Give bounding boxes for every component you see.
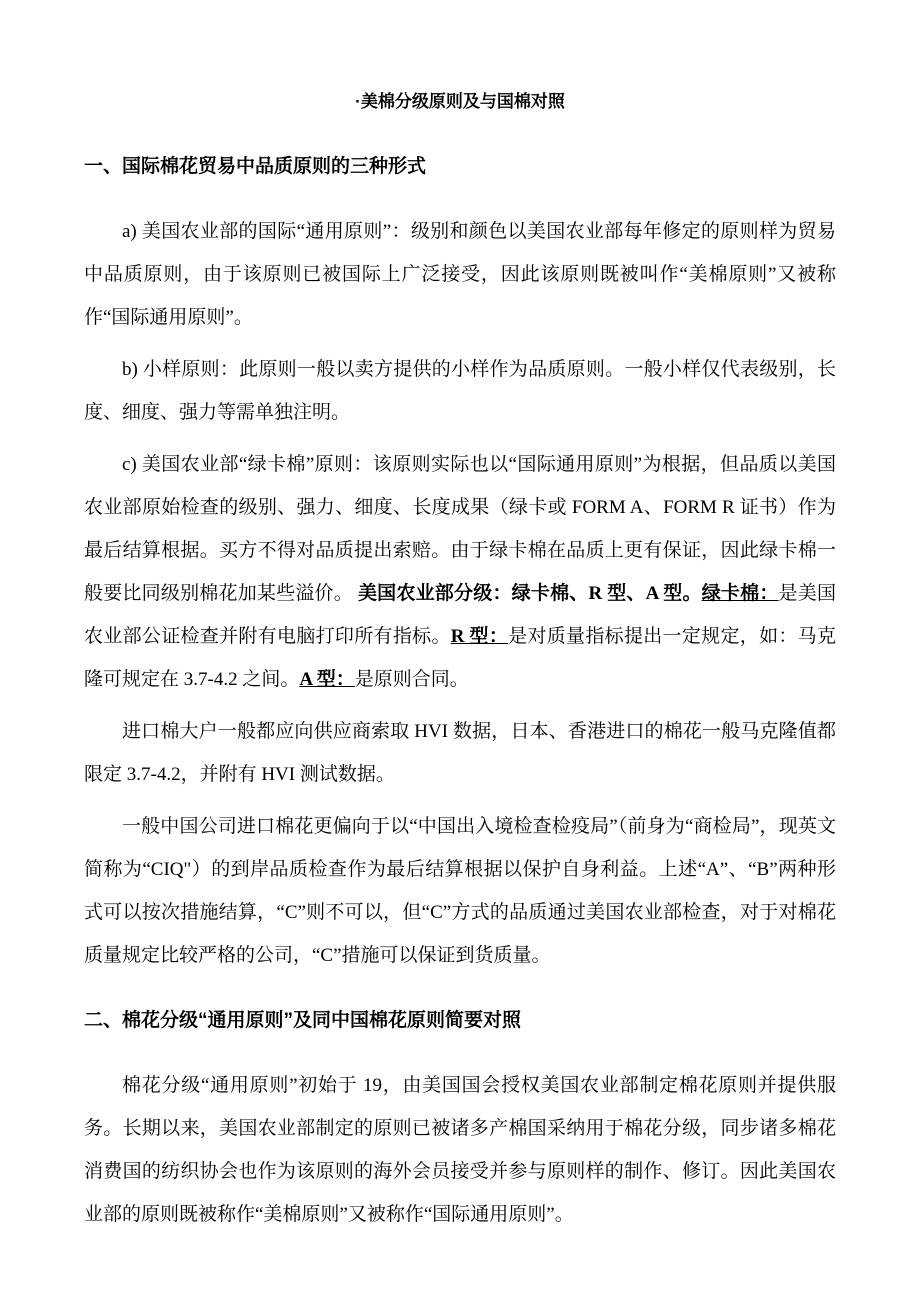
section2-heading: 二、棉花分级“通用原则”及同中国棉花原则简要对照 (84, 1010, 522, 1031)
section2-paragraph: 棉花分级“通用原则”初始于 19，由美国国会授权美国农业部制定棉花原则并提供服务。长期以来，美国农业部制定的原则已被诸多产棉国采纳用于棉花分级，同步诸多棉花消费国的纺织协会也作为该原则的海外会员接受并参与原则样的制作、修订。因此美国农业部的原则既被称作“美棉原则”又被称作“国际通用原则”。 (84, 1075, 836, 1225)
a-type-description: 是原则合同。 (354, 669, 469, 690)
paragraph-ciq: 一般中国公司进口棉花更偏向于以“中国出入境检查检疫局”（前身为“商检局”，现英文简称为“CIQ"）的到岸品质检查作为最后结算根据以保护自身利益。上述“A”、“B”两种形式可以按次措施结算，“C”则不可以，但“C”方式的品质通过美国农业部检查，对于对棉花质量规定比较严格的公司，“C”措施可以保证到货质量。 (84, 816, 836, 966)
green-card-description: 是美国农业部公证检查并附有电脑打印所有指标。 (84, 583, 836, 647)
paragraph-a: a) 美国农业部的国际“通用原则”：级别和颜色以美国农业部每年修定的原则样为贸易中品质原则，由于该原则已被国际上广泛接受，因此该原则既被叫作“美棉原则”又被称作“国际通用原则”。 (84, 221, 836, 328)
doc-title: ·美棉分级原则及与国棉对照 (355, 92, 565, 111)
r-type-term: R 型： (450, 626, 509, 647)
paragraph-c (84, 443, 836, 701)
section1-heading: 一、国际棉花贸易中品质原则的三种形式 (84, 156, 427, 177)
r-type-description: 是对质量指标提出一定规定，如：马克隆可规定在 3.7-4.2 之间。 (84, 626, 836, 690)
paragraph-b: b) 小样原则：此原则一般以卖方提供的小样作为品质原则。一般小样仅代表级别，长度、细度、强力等需单独注明。 (84, 359, 836, 423)
paragraph-hvi: 进口棉大户一般都应向供应商索取 HVI 数据，日本、香港进口的棉花一般马克隆值都限定 3.7-4.2，并附有 HVI 测试数据。 (84, 721, 836, 785)
paragraph-c-intro: c) 美国农业部“绿卡棉”原则：该原则实际也以“国际通用原则”为根据，但品质以美国农业部原始检查的级别、强力、细度、长度成果（绿卡或 FORM A、FORM R 证书）作为最后结算根据。买方不得对品质提出索赔。由于绿卡棉在品质上更有保证，因此绿卡棉一般要比同级别棉花加某些溢价。 (84, 454, 836, 604)
green-card-term: 绿卡棉： (701, 583, 779, 604)
a-type-term: A 型： (299, 669, 355, 690)
usda-grading-label: 美国农业部分级：绿卡棉、R 型、A 型。 (357, 583, 702, 604)
